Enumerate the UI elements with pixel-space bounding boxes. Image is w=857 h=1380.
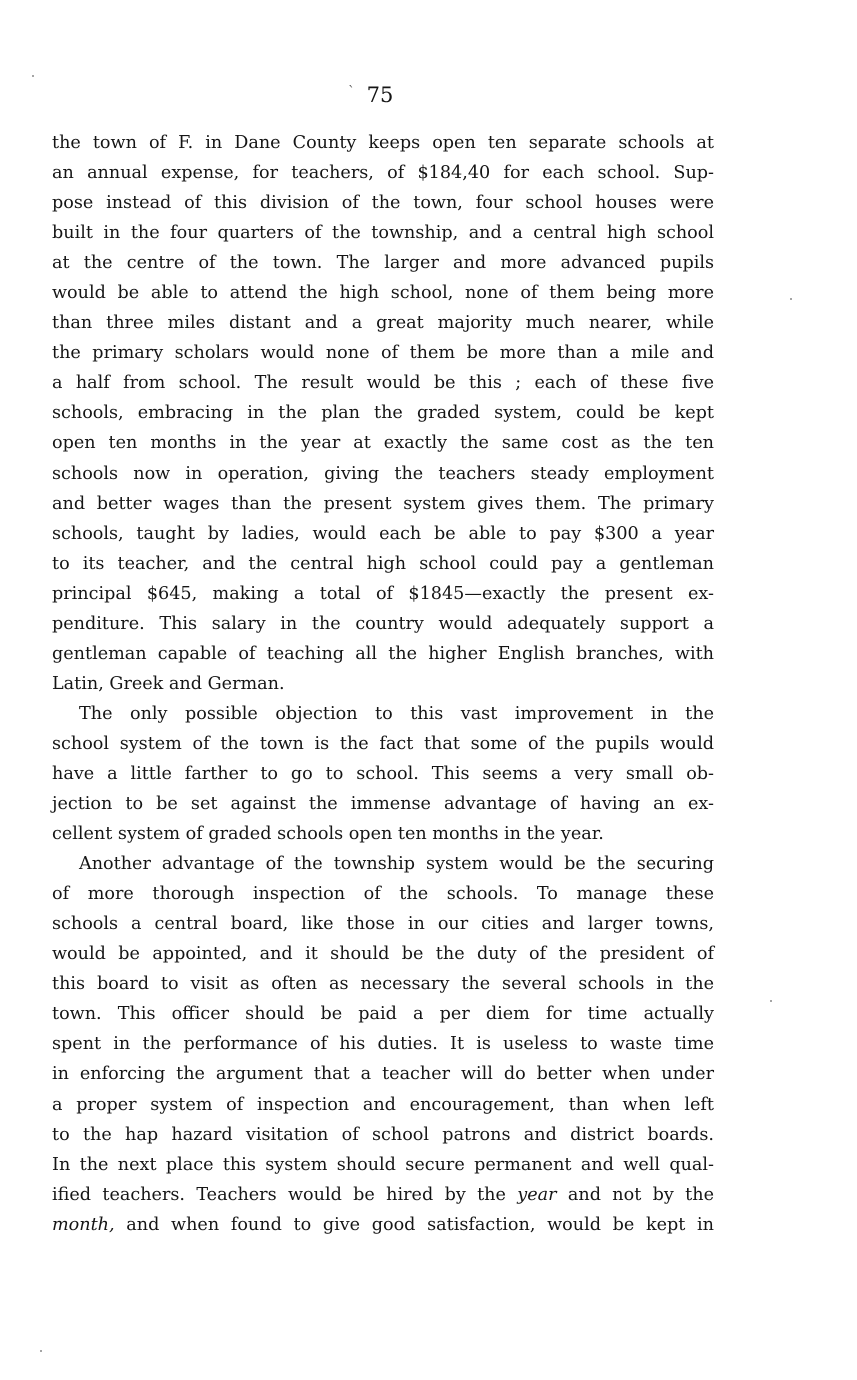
text-line: have a little farther to go to school. This seems a very small ob-: [52, 763, 714, 784]
text-line: The only possible objection to this vast improvement in the: [79, 703, 714, 724]
scan-speck: [40, 1350, 42, 1352]
text-line: the primary scholars would none of them be more than a mile and: [52, 343, 714, 364]
text-line: [52, 1180, 714, 1210]
text-line: penditure. This salary in the country would adequately support a: [52, 613, 714, 634]
scan-speck: [32, 75, 34, 77]
text-line: school system of the town is the fact that some of the pupils would: [52, 733, 714, 754]
page-mark: `: [348, 84, 355, 100]
text-line: [52, 1210, 714, 1240]
text-line: pose instead of this division of the town, four school houses were: [52, 193, 714, 214]
text-line: Another advantage of the township system would be the securing: [79, 854, 714, 875]
text-line: schools a central board, like those in our cities and larger towns,: [52, 914, 714, 935]
text-line: in enforcing the argument that a teacher will do better when under: [52, 1064, 714, 1085]
text-line: at the centre of the town. The larger and more advanced pupils: [52, 253, 714, 274]
italic-word: month,: [52, 1214, 115, 1235]
text-line: of more thorough inspection of the schools. To manage these: [52, 884, 714, 905]
text-line: schools, embracing in the plan the graded system, could be kept: [52, 403, 714, 424]
text-line: an annual expense, for teachers, of $184,40 for each school. Sup-: [52, 163, 714, 184]
page-number: 75: [366, 83, 394, 107]
text-line: town. This officer should be paid a per diem for time actually: [52, 1004, 714, 1025]
scan-speck: [770, 1000, 772, 1002]
text-line: open ten months in the year at exactly the same cost as the ten: [52, 433, 714, 454]
text-line: Latin, Greek and German.: [52, 673, 285, 694]
paragraph-1: [52, 128, 714, 699]
text-line: than three miles distant and a great majority much nearer, while: [52, 313, 714, 334]
scan-speck: [790, 298, 792, 300]
paragraph-2: [52, 699, 714, 849]
text-line: schools now in operation, giving the teachers steady employment: [52, 463, 714, 484]
text-line: a proper system of inspection and encouragement, than when left: [52, 1094, 714, 1115]
text-line: jection to be set against the immense advantage of having an ex-: [52, 794, 714, 815]
text-line: schools, taught by ladies, would each be able to pay $300 a year: [52, 523, 714, 544]
text-line: a half from school. The result would be this ; each of these five: [52, 373, 714, 394]
text-line: principal $645, making a total of $1845—exactly the present ex-: [52, 583, 714, 604]
text-segment: ified teachers. Teachers would be hired by the: [52, 1184, 518, 1205]
text-line: the town of F. in Dane County keeps open ten separate schools at: [52, 133, 714, 153]
text-line: spent in the performance of his duties. It is useless to waste time: [52, 1034, 714, 1055]
text-line: would be appointed, and it should be the duty of the president of: [52, 944, 714, 965]
paragraph-3: [52, 849, 714, 1240]
text-line: In the next place this system should secure permanent and well qual-: [52, 1154, 714, 1175]
text-line: built in the four quarters of the township, and a central high school: [52, 223, 714, 244]
text-line: cellent system of graded schools open ten months in the year.: [52, 824, 604, 845]
text-line: this board to visit as often as necessary the several schools in the: [52, 974, 714, 995]
italic-word: year: [517, 1184, 557, 1205]
text-line: to the hap hazard visitation of school patrons and district boards.: [52, 1124, 714, 1145]
text-line: and better wages than the present system gives them. The primary: [52, 493, 714, 514]
text-segment: and when found to give good satisfaction, would be kept in: [114, 1214, 714, 1235]
text-line: gentleman capable of teaching all the higher English branches, with: [52, 643, 714, 664]
text-line: would be able to attend the high school, none of them being more: [52, 283, 714, 304]
page-text: [52, 128, 714, 1240]
text-segment: and not by the: [556, 1184, 714, 1205]
text-line: to its teacher, and the central high school could pay a gentleman: [52, 553, 714, 574]
